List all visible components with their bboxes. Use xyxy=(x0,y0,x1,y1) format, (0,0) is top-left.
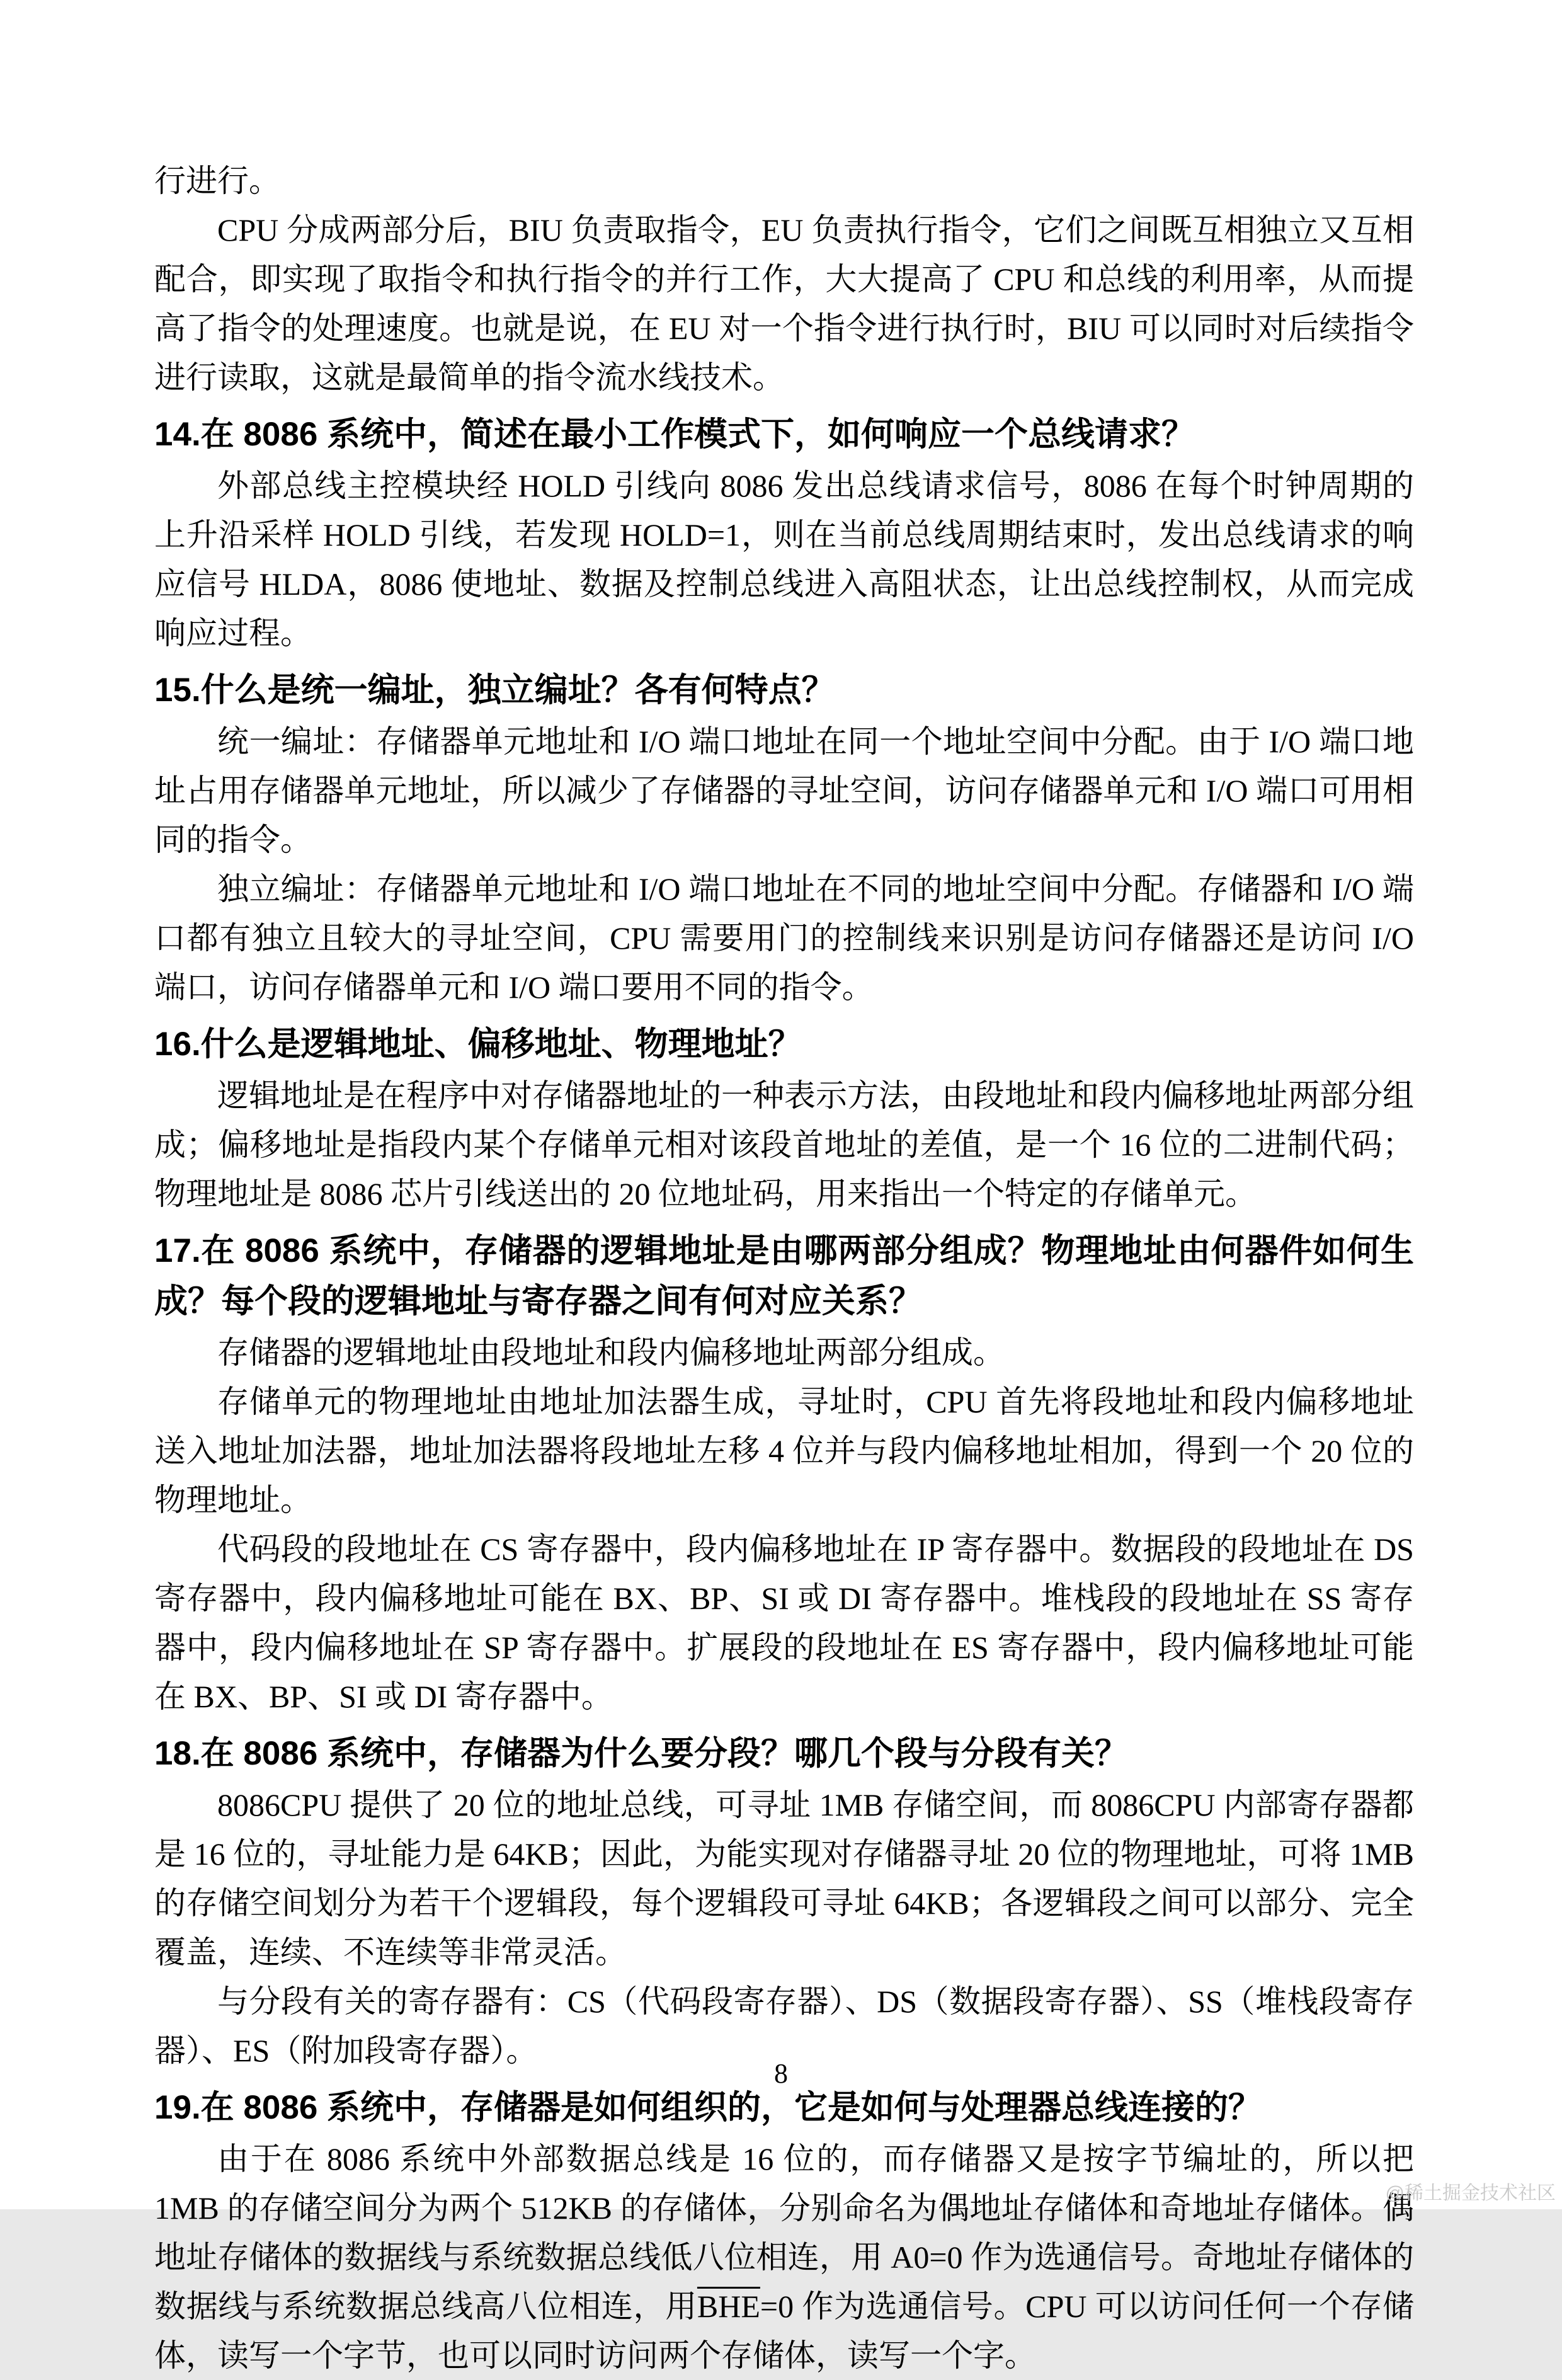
question-heading-19: 19.在 8086 系统中，存储器是如何组织的，它是如何与处理器总线连接的？ xyxy=(154,2089,1262,2126)
question-section-17 xyxy=(154,1226,1414,1721)
answer-paragraph: 逻辑地址是在程序中对存储器地址的一种表示方法，由段地址和段内偏移地址两部分组成；偏移地址是指段内某个存储单元相对该段首地址的差值，是一个 16 位的二进制代码；物理地址是 8086 芯片引线送出的 20 位地址码，用来指出一个特定的存储单元。 xyxy=(154,1078,1414,1211)
page-number: 8 xyxy=(774,2058,788,2089)
question-section-16 xyxy=(154,1019,1414,1218)
answer-paragraph: 与分段有关的寄存器有：CS（代码段寄存器）、DS（数据段寄存器）、SS（堆栈段寄存器）、ES（附加段寄存器）。 xyxy=(154,1984,1414,2068)
answer-paragraph-rich xyxy=(154,2134,1414,2380)
page-content xyxy=(154,156,1414,2380)
answer-paragraph: 外部总线主控模块经 HOLD 引线向 8086 发出总线请求信号，8086 在每个时钟周期的上升沿采样 HOLD 引线，若发现 HOLD=1，则在当前总线周期结束时，发出总线请求的响应信号 HLDA，8086 使地址、数据及控制总线进入高阻状态，让出总线控制权，从而完成响应过程。 xyxy=(154,468,1414,651)
question-heading-17: 17.在 8086 系统中，存储器的逻辑地址是由哪两部分组成？物理地址由何器件如何生成？每个段的逻辑地址与寄存器之间有何对应关系？ xyxy=(154,1232,1414,1320)
continuation-line: 行进行。 xyxy=(154,163,280,198)
watermark-text: @稀土掘金技术社区 xyxy=(1385,2183,1556,2204)
question-section-14 xyxy=(154,409,1414,658)
question-heading-15: 15.什么是统一编址，独立编址？各有何特点？ xyxy=(154,672,835,709)
answer-paragraph: 独立编址：存储器单元地址和 I/O 端口地址在不同的地址空间中分配。存储器和 I/O 端口都有独立且较大的寻址空间，CPU 需要用门的控制线来识别是访问存储器还是访问 I/O 端口，访问存储器单元和 I/O 端口要用不同的指令。 xyxy=(154,871,1414,1005)
answer-text-segment: =0 作为选通信号。CPU 可以访问任何一个存储体，读写一个字节，也可以同时访问两个存储体，读写一个字。 xyxy=(154,2289,1415,2373)
question-section-19 xyxy=(154,2083,1414,2380)
answer-paragraph: 8086CPU 提供了 20 位的地址总线，可寻址 1MB 存储空间，而 8086CPU 内部寄存器都是 16 位的，寻址能力是 64KB；因此，为能实现对存储器寻址 20 位的物理地址，可将 1MB 的存储空间划分为若干个逻辑段，每个逻辑段可寻址 64KB；各逻辑段之间可以部分、完全覆盖，连续、不连续等非常灵活。 xyxy=(154,1787,1414,1970)
question-heading-18: 18.在 8086 系统中，存储器为什么要分段？哪几个段与分段有关？ xyxy=(154,1735,1129,1772)
intro-paragraph: CPU 分成两部分后，BIU 负责取指令，EU 负责执行指令，它们之间既互相独立又互相配合，即实现了取指令和执行指令的并行工作，大大提高了 CPU 和总线的利用率，从而提高了指令的处理速度。也就是说，在 EU 对一个指令进行执行时，BIU 可以同时对后续指令进行读取，这就是最简单的指令流水线技术。 xyxy=(154,212,1414,395)
question-section-18 xyxy=(154,1729,1414,2075)
question-heading-14: 14.在 8086 系统中，简述在最小工作模式下，如何响应一个总线请求？ xyxy=(154,416,1195,453)
answer-paragraph: 存储单元的物理地址由地址加法器生成，寻址时，CPU 首先将段地址和段内偏移地址送入地址加法器，地址加法器将段地址左移 4 位并与段内偏移地址相加，得到一个 20 位的物理地址。 xyxy=(154,1384,1414,1518)
bhe-overline-signal: $\overline{BHE}$ xyxy=(697,2289,760,2324)
answer-paragraph: 统一编址：存储器单元地址和 I/O 端口地址在同一个地址空间中分配。由于 I/O 端口地址占用存储器单元地址，所以减少了存储器的寻址空间，访问存储器单元和 I/O 端口可用相同的指令。 xyxy=(154,724,1414,857)
answer-paragraph: 存储器的逻辑地址由段地址和段内偏移地址两部分组成。 xyxy=(217,1335,1005,1370)
answer-text-segment: 由于在 8086 系统中外部数据总线是 16 位的，而存储器又是按字节编址的，所以把 1MB 的存储空间分为两个 512KB 的存储体，分别命名为偶地址存储体和奇地址存储体。偶地址存储体的数据线与系统数据总线低八位相连，用 A0=0 作为选通信号。奇地址存储体的数据线与系统数据总线高八位相连，用 xyxy=(154,2141,1414,2324)
question-section-15 xyxy=(154,665,1414,1012)
question-heading-16: 16.什么是逻辑地址、偏移地址、物理地址？ xyxy=(154,1026,802,1063)
answer-paragraph: 代码段的段地址在 CS 寄存器中，段内偏移地址在 IP 寄存器中。数据段的段地址在 DS 寄存器中，段内偏移地址可能在 BX、BP、SI 或 DI 寄存器中。堆栈段的段地址在 SS 寄存器中，段内偏移地址在 SP 寄存器中。扩展段的段地址在 ES 寄存器中，段内偏移地址可能在 BX、BP、SI 或 DI 寄存器中。 xyxy=(154,1531,1414,1714)
